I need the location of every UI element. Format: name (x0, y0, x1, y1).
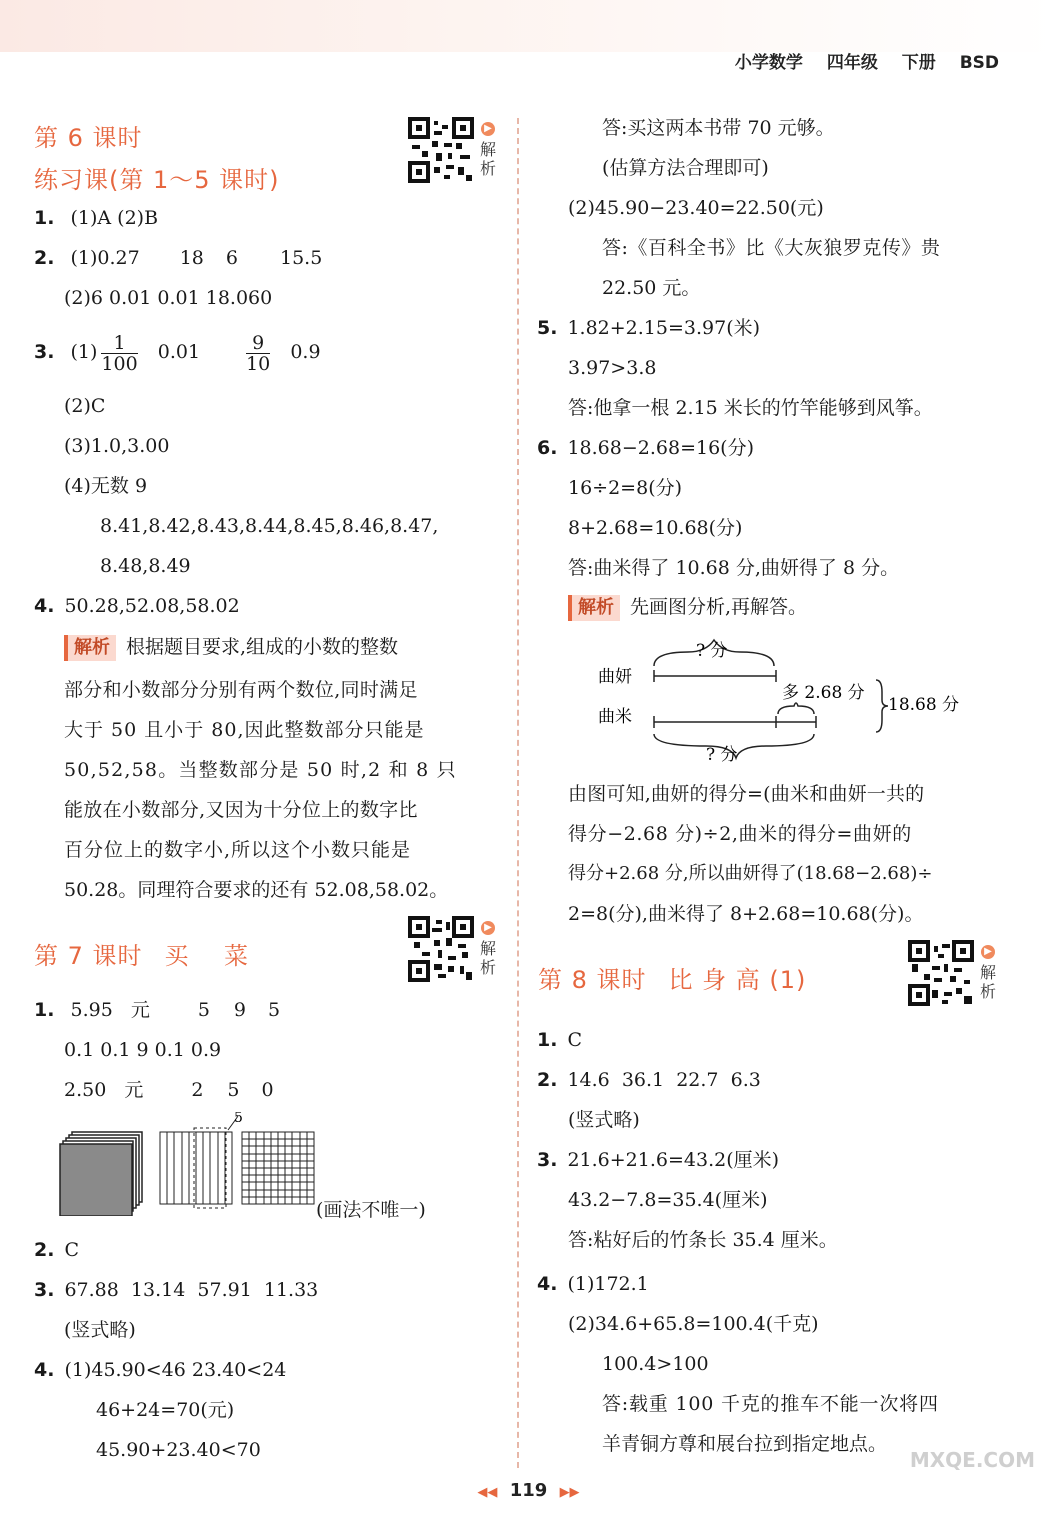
r2-line: 2. 14.6 36.1 22.7 6.3 (537, 1069, 761, 1091)
q6-line3: 8+2.68=10.68(分) (568, 517, 743, 539)
qr-label: 解析 (480, 939, 497, 977)
p4-line1: 4. (1)45.90<46 23.40<24 (34, 1359, 287, 1381)
analysis-1-line6: 百分位上的数字小,所以这个小数只能是 (64, 839, 412, 861)
qr-label: 解析 (480, 140, 497, 178)
analysis-tag: 解析 (64, 635, 116, 661)
r-cont-line2: (估算方法合理即可) (602, 157, 769, 179)
column-divider (517, 118, 519, 1468)
decimal-blocks-figure (58, 1112, 320, 1216)
figure-label: 5 (234, 1112, 243, 1126)
qr-label: 解析 (980, 963, 997, 1001)
page-header (717, 48, 999, 73)
analysis-2-line3: 得分+2.68 分,所以曲妍得了(18.68−2.68)÷ (568, 863, 933, 884)
q6-line2: 16÷2=8(分) (568, 477, 683, 499)
q2-line2: (2)6 0.01 0.01 18.060 (64, 287, 273, 309)
header-edition: BSD (959, 53, 999, 73)
p1-note: (画法不唯一) (316, 1199, 426, 1221)
score-diagram (596, 636, 976, 766)
header-subject: 小学数学 (734, 53, 803, 73)
r-cont-line4: 答:《百科全书》比《大灰狼罗克传》贵 (602, 237, 941, 259)
q5-line1: 5. 1.82+2.15=3.97(米) (537, 317, 761, 339)
play-icon: ▶ (481, 921, 495, 935)
q6-line1: 6. 18.68−2.68=16(分) (537, 437, 754, 459)
p1-line1: 1. 5.95 元 5 9 5 (34, 999, 281, 1021)
q5-line3: 答:他拿一根 2.15 米长的竹竿能够到风筝。 (568, 397, 933, 419)
p3-line: 3. 67.88 13.14 57.91 11.33 (34, 1279, 319, 1301)
play-icon: ▶ (981, 945, 995, 959)
play-icon: ▶ (481, 122, 495, 136)
diagram-row1-label: 曲妍 (598, 667, 632, 687)
q3-line1: 3. (1) $\frac{1}{100}$ 0.01 $\frac{9}{10}$ 0.9 (34, 331, 321, 375)
r-cont-line1: 答:买这两本书带 70 元够。 (602, 117, 835, 139)
analysis-1-line3: 大于 50 且小于 80,因此整数部分只能是 (64, 719, 425, 741)
header-volume: 下册 (901, 53, 936, 73)
r4-line4: 答:载重 100 千克的推车不能一次将四 (602, 1393, 939, 1415)
r-cont-line5: 22.50 元。 (602, 277, 701, 299)
qr-code-icon[interactable] (908, 940, 974, 1006)
analysis-1-line2: 部分和小数部分分别有两个数位,同时满足 (64, 679, 418, 701)
fraction-9-10: $\frac{9}{10}$ (246, 331, 271, 375)
p4-line2: 46+24=70(元) (96, 1399, 235, 1421)
r2-line2: (竖式略) (568, 1109, 640, 1131)
lesson-6-subtitle: 练习课(第 1～5 课时) (34, 166, 280, 194)
diagram-top-label: ? 分 (696, 641, 728, 661)
r4-line3: 100.4>100 (602, 1353, 709, 1375)
analysis-2-line1: 由图可知,曲妍的得分=(曲米和曲妍一共的 (568, 783, 925, 805)
q5-line2: 3.97>3.8 (568, 357, 657, 379)
p3-line2: (竖式略) (64, 1319, 136, 1341)
r4-line1: 4. (1)172.1 (537, 1273, 649, 1295)
watermark: MXQE.COM (909, 1448, 1035, 1472)
r4-line2: (2)34.6+65.8=100.4(千克) (568, 1313, 819, 1335)
analysis-1-line4: 50,52,58。当整数部分是 50 时,2 和 8 只 (64, 759, 457, 781)
r3-line1: 3. 21.6+21.6=43.2(厘米) (537, 1149, 780, 1171)
r1-line: 1. C (537, 1029, 582, 1051)
q1-number: 1. (34, 207, 55, 229)
p4-line3: 45.90+23.40<70 (96, 1439, 261, 1461)
q2-line1: 2. (1)0.27 18 6 15.5 (34, 247, 323, 269)
q6-line4: 答:曲米得了 10.68 分,曲妍得了 8 分。 (568, 557, 900, 579)
q3-line6: 8.48,8.49 (100, 555, 191, 577)
lesson-8-title: 第 8 课时 比 身 高 (1) (538, 966, 807, 994)
analysis-2-line2: 得分−2.68 分)÷2,曲米的得分=曲妍的 (568, 823, 912, 845)
q3-line2: (2)C (64, 395, 106, 417)
q4-line: 4. 50.28,52.08,58.02 (34, 595, 240, 617)
diagram-more-label: 多 2.68 分 (782, 683, 865, 703)
qr-code-icon[interactable] (408, 916, 474, 982)
analysis-tag: 解析 (568, 595, 620, 621)
analysis-1-line1: 解析 根据题目要求,组成的小数的整数 (64, 634, 398, 661)
q1-answer: (1)A (2)B (70, 207, 159, 229)
diagram-total-label: 18.68 分 (888, 695, 960, 715)
q3-line3: (3)1.0,3.00 (64, 435, 170, 457)
r-cont-line3: (2)45.90−23.40=22.50(元) (568, 197, 824, 219)
p1-line2: 0.1 0.1 9 0.1 0.9 (64, 1039, 222, 1061)
diagram-row2-label: 曲米 (598, 707, 632, 727)
page-number: 119 (509, 1480, 548, 1501)
analysis-1-line5: 能放在小数部分,又因为十分位上的数字比 (64, 799, 418, 821)
r3-line3: 答:粘好后的竹条长 35.4 厘米。 (568, 1229, 838, 1251)
q3-line4: (4)无数 9 (64, 475, 148, 497)
analysis-1-line7: 50.28。同理符合要求的还有 52.08,58.02。 (64, 879, 449, 901)
next-arrows-icon: ▶▶ (559, 1485, 580, 1500)
qr-code-icon[interactable] (408, 117, 474, 183)
r3-line2: 43.2−7.8=35.4(厘米) (568, 1189, 768, 1211)
header-grade: 四年级 (826, 53, 878, 73)
diagram-bottom-label: ? 分 (706, 745, 738, 765)
r4-line5: 羊青铜方尊和展台拉到指定地点。 (602, 1433, 888, 1455)
page-footer (0, 1480, 1057, 1501)
lesson-6-title: 第 6 课时 (34, 124, 143, 152)
analysis-2-line4: 2=8(分),曲米得了 8+2.68=10.68(分)。 (568, 903, 924, 925)
fraction-1-100: $\frac{1}{100}$ (101, 331, 138, 375)
p2-line: 2. C (34, 1239, 79, 1261)
q3-line5: 8.41,8.42,8.43,8.44,8.45,8.46,8.47, (100, 515, 439, 537)
lesson-7-title: 第 7 课时 买 菜 (34, 942, 250, 970)
header-band (0, 0, 1057, 52)
analysis-2-intro: 解析 先画图分析,再解答。 (568, 594, 807, 621)
p1-line3: 2.50 元 2 5 0 (64, 1079, 274, 1101)
prev-arrows-icon: ◀◀ (477, 1485, 498, 1500)
